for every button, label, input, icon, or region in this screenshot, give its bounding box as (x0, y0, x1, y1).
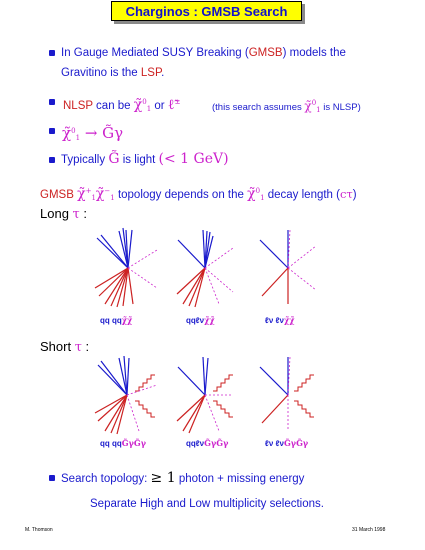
tau-symbol: τ (74, 340, 82, 355)
subscript: 1 (316, 106, 321, 114)
superscript: 0 (142, 98, 147, 106)
long-diagram-qqqq (95, 228, 160, 308)
topology-statement (40, 184, 357, 205)
chi-pair: χ̃χ̃ (204, 315, 215, 325)
search-topology (61, 471, 304, 486)
short-diagram-qqqq (95, 355, 160, 435)
footer-date: 31 March 1998 (352, 527, 386, 533)
bullet-nlsp (63, 95, 180, 116)
nlsp-term: NLSP (63, 100, 93, 112)
chi-symbol: χ̃ (247, 186, 256, 202)
neutralino-symbol (247, 186, 264, 202)
bullet-marker (49, 99, 55, 105)
short-tau-heading (40, 339, 89, 355)
gmsb-term: GMSB (248, 47, 283, 59)
text-fragment: ) (352, 189, 357, 201)
section-label: Short (40, 339, 72, 354)
subscript: 1 (260, 194, 265, 202)
subscript: 1 (110, 194, 115, 202)
text-fragment: is NLSP) (323, 102, 361, 113)
ctau-symbol: cτ (339, 187, 353, 201)
final-state: ℓν ℓν (265, 316, 284, 325)
gravitino-photon-pair: G̃γG̃γ (121, 438, 147, 448)
final-state: qqℓν (186, 316, 205, 325)
long-diagram-qqlv (175, 228, 235, 308)
superscript: + (85, 187, 92, 195)
mass-bound: (< 1 GeV) (158, 151, 229, 167)
bullet-marker (49, 157, 55, 163)
text-fragment: (this search assumes (212, 102, 302, 113)
long-label-qqlv (186, 315, 215, 325)
lsp-term: LSP (140, 67, 162, 79)
text-fragment: is light (122, 154, 156, 166)
long-label-lvlv (265, 315, 294, 325)
chi-symbol: χ̃ (304, 99, 312, 113)
search-selections: Separate High and Low multiplicity selections. (90, 498, 324, 510)
neutralino-symbol (134, 97, 151, 113)
bullet-gmsb-intro (61, 46, 346, 60)
slide-title: Charginos : GMSB Search (111, 1, 302, 21)
text-fragment: can be (96, 100, 131, 112)
text-fragment: or (154, 100, 165, 112)
final-state: ℓν ℓν (265, 439, 284, 448)
short-label-lvlv (265, 438, 308, 448)
bullet-marker (49, 128, 55, 134)
chargino-pair (77, 186, 115, 202)
subscript: 1 (91, 194, 96, 202)
text-fragment: Search topology: (61, 473, 148, 485)
text-fragment: In Gauge Mediated SUSY Breaking ( (61, 47, 249, 59)
long-diagram-lvlv (258, 228, 318, 308)
text-fragment: Typically (61, 154, 106, 166)
text-fragment: . (161, 67, 165, 79)
text-fragment: : (85, 339, 90, 354)
chi-symbol: χ̃ (77, 186, 86, 202)
photon-count: ≥ 1 (150, 470, 176, 486)
superscript: 0 (71, 127, 76, 135)
gravitino-photon-pair: G̃γG̃γ (204, 438, 229, 448)
subscript: 1 (75, 134, 81, 142)
superscript: 0 (255, 187, 261, 195)
text-fragment: : (83, 206, 87, 221)
bullet-gmsb-intro-line2 (61, 66, 164, 80)
text-fragment: ) models the (282, 47, 346, 59)
footer-author: M. Thomson (25, 527, 53, 533)
subscript: 1 (146, 105, 152, 113)
text-fragment: Gravitino is the (61, 67, 141, 79)
section-label: Long (40, 206, 69, 221)
chi-symbol: χ̃ (133, 97, 143, 113)
short-label-qqlv (186, 438, 228, 448)
final-state: qqℓν (186, 439, 205, 448)
tau-symbol: τ (72, 207, 80, 222)
text-fragment: decay length ( (267, 189, 340, 201)
chi-pair: χ̃χ̃ (121, 315, 133, 325)
text-fragment: photon + missing energy (178, 473, 305, 485)
gravitino-photon-pair: G̃γG̃γ (283, 438, 309, 448)
chi-symbol: χ̃ (95, 186, 105, 202)
final-state: qq qq (100, 316, 122, 325)
short-label-qqqq (100, 438, 146, 448)
text-fragment: topology depends on the (117, 189, 244, 201)
ell-symbol: ℓ̃ (167, 97, 175, 113)
neutralino-symbol (304, 99, 320, 113)
long-tau-heading (40, 206, 87, 222)
bullet-gravitino-light (61, 152, 229, 167)
decay-products: → G̃γ (84, 124, 124, 142)
superscript: − (104, 187, 111, 195)
gravitino-symbol: G̃ (108, 151, 120, 167)
gmsb-term: GMSB (40, 189, 74, 201)
superscript: ± (174, 98, 181, 106)
superscript: 0 (311, 99, 317, 107)
short-diagram-lvlv (258, 355, 318, 435)
final-state: qq qq (100, 439, 122, 448)
bullet-marker (49, 475, 55, 481)
bullet-decay (62, 122, 123, 147)
slepton-symbol (168, 97, 181, 113)
chi-symbol: χ̃ (62, 124, 72, 142)
short-diagram-qqlv (175, 355, 235, 435)
long-label-qqqq (100, 315, 132, 325)
bullet-marker (49, 50, 55, 56)
chi-pair: χ̃χ̃ (283, 315, 295, 325)
bullet-nlsp-note (212, 96, 361, 117)
